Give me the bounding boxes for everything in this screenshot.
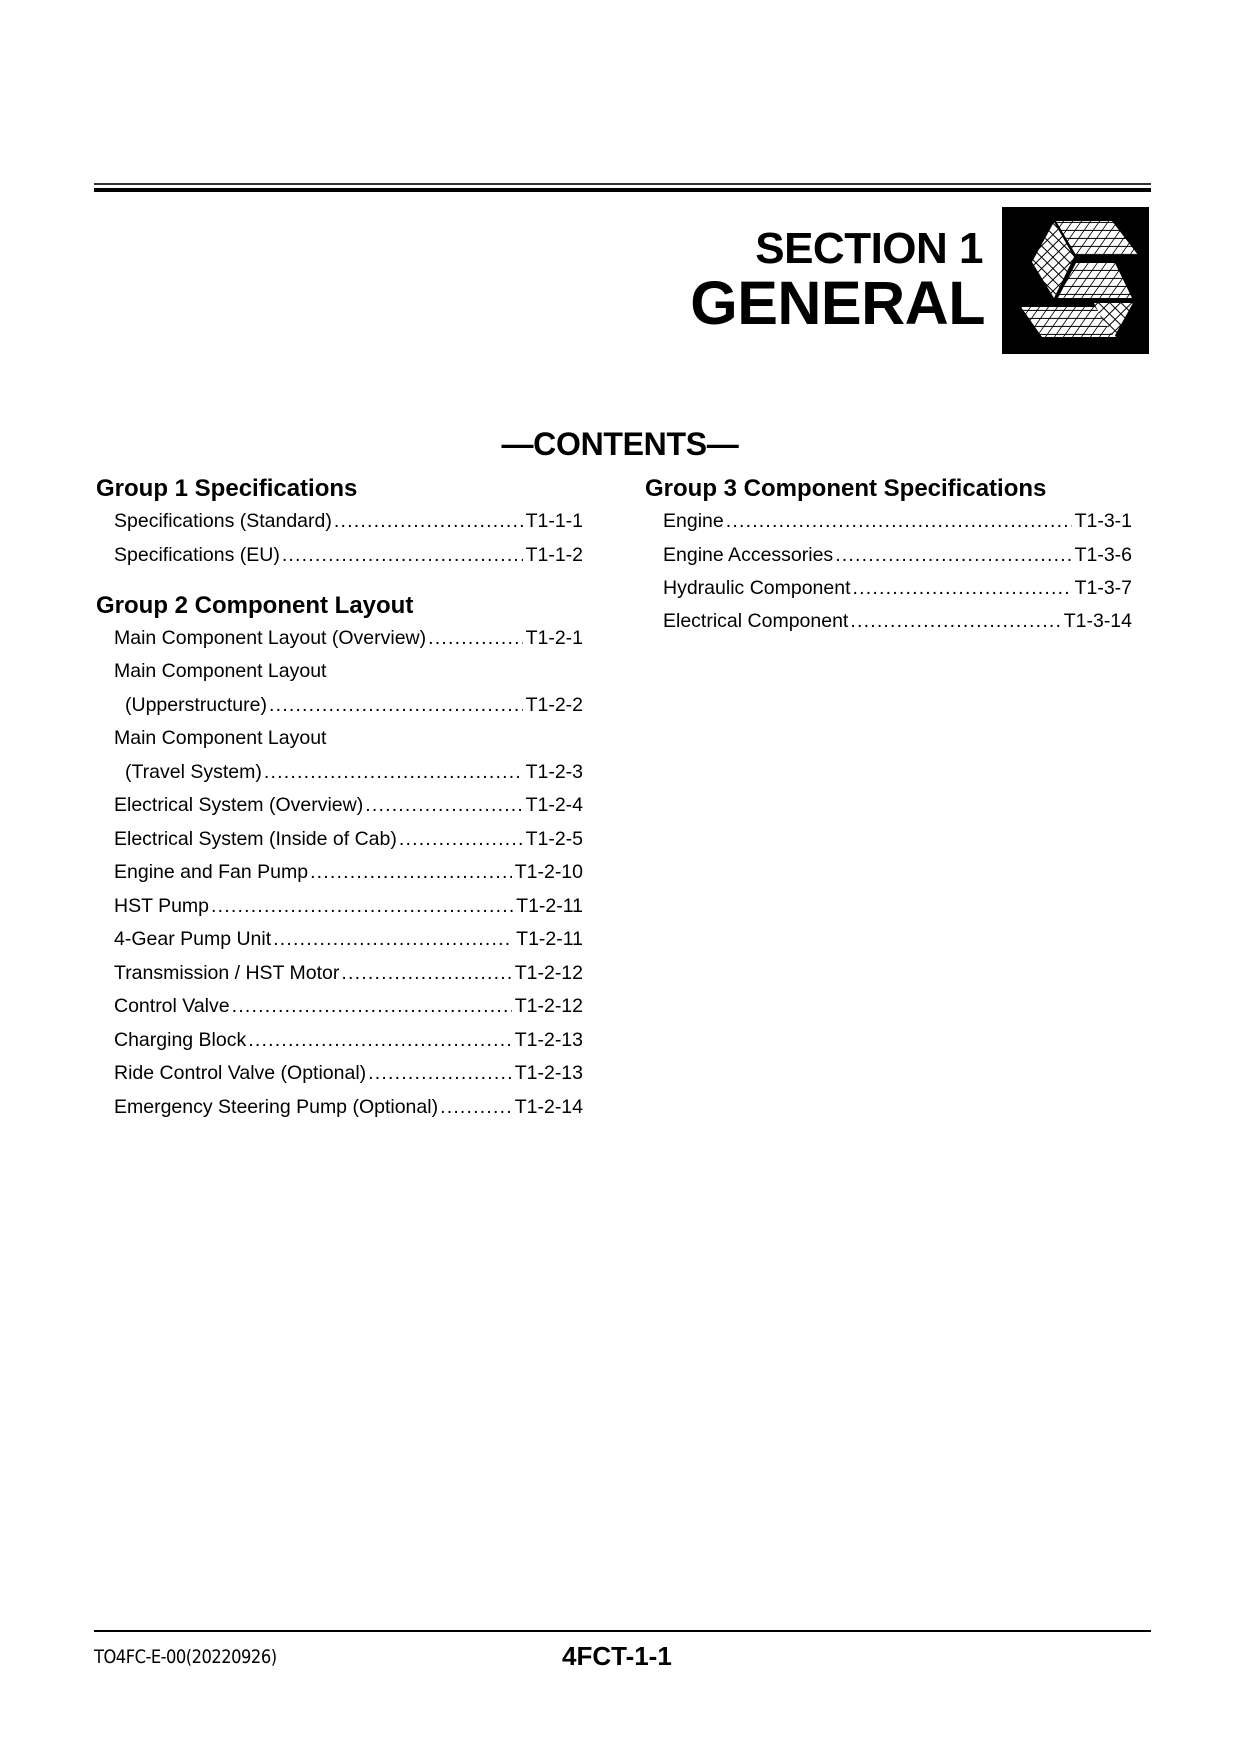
footer-document-code: TO4FC-E-00(20220926) bbox=[94, 1646, 277, 1668]
toc-entry-page: T1-2-2 bbox=[525, 694, 583, 716]
leader-dots bbox=[365, 791, 522, 819]
leader-dots bbox=[282, 541, 523, 569]
toc-entry[interactable] bbox=[114, 1093, 583, 1121]
leader-dots bbox=[835, 541, 1071, 569]
toc-left-column bbox=[96, 0, 583, 1200]
toc-entry[interactable] bbox=[114, 992, 583, 1020]
group-heading-3: Group 3 Component Specifications bbox=[645, 475, 1047, 502]
leader-dots bbox=[248, 1026, 511, 1054]
toc-entry-page: T1-1-1 bbox=[525, 510, 583, 532]
toc-entry[interactable] bbox=[114, 858, 583, 886]
toc-entry[interactable] bbox=[114, 925, 583, 953]
toc-entry-page: T1-2-12 bbox=[514, 962, 583, 984]
leader-dots bbox=[440, 1093, 512, 1121]
toc-entry-label: Specifications (Standard) bbox=[114, 510, 332, 532]
toc-entry[interactable] bbox=[114, 1026, 583, 1054]
toc-entry-page: T1-2-3 bbox=[525, 761, 583, 783]
leader-dots bbox=[334, 507, 523, 535]
toc-entry-page: T1-3-6 bbox=[1074, 544, 1132, 566]
toc-entry-label: Main Component Layout bbox=[114, 660, 327, 682]
toc-entry-page: T1-2-14 bbox=[514, 1096, 583, 1118]
group-heading-1: Group 1 Specifications bbox=[96, 475, 358, 502]
leader-dots bbox=[264, 758, 523, 786]
toc-entry-label: Specifications (EU) bbox=[114, 544, 280, 566]
toc-entry[interactable] bbox=[663, 607, 1132, 635]
toc-entry-label: Electrical Component bbox=[663, 610, 849, 632]
toc-entry-label-cont: (Upperstructure) bbox=[125, 694, 267, 716]
toc-entry-page: T1-2-13 bbox=[514, 1029, 583, 1051]
leader-dots bbox=[853, 574, 1072, 602]
leader-dots bbox=[310, 858, 512, 886]
toc-entry-continuation[interactable] bbox=[125, 691, 583, 719]
toc-entry-page: T1-2-13 bbox=[514, 1062, 583, 1084]
toc-entry[interactable] bbox=[114, 507, 583, 535]
toc-entry[interactable] bbox=[114, 892, 583, 920]
leader-dots bbox=[211, 892, 513, 920]
toc-entry[interactable] bbox=[663, 574, 1132, 602]
toc-entry-page: T1-2-11 bbox=[516, 928, 583, 950]
toc-entry-label: Control Valve bbox=[114, 995, 230, 1017]
toc-entry-label: Hydraulic Component bbox=[663, 577, 851, 599]
toc-entry-page: T1-3-14 bbox=[1063, 610, 1132, 632]
section-label: SECTION 1 bbox=[755, 224, 983, 273]
leader-dots bbox=[726, 507, 1072, 535]
toc-entry-label: Transmission / HST Motor bbox=[114, 962, 340, 984]
toc-entry-first-line[interactable] bbox=[114, 657, 583, 685]
toc-entry-label: Electrical System (Inside of Cab) bbox=[114, 828, 397, 850]
footer-page-number: 4FCT-1-1 bbox=[562, 1641, 672, 1671]
toc-entry-label: 4-Gear Pump Unit bbox=[114, 928, 272, 950]
group-heading-2: Group 2 Component Layout bbox=[96, 592, 414, 619]
toc-entry-page: T1-2-1 bbox=[525, 627, 583, 649]
leader-dots bbox=[232, 992, 512, 1020]
leader-dots bbox=[850, 607, 1060, 635]
toc-entry-label: Engine Accessories bbox=[663, 544, 834, 566]
toc-entry-continuation[interactable] bbox=[125, 758, 583, 786]
toc-entry-label: Charging Block bbox=[114, 1029, 247, 1051]
toc-entry-label: HST Pump bbox=[114, 895, 210, 917]
leader-dots bbox=[368, 1059, 512, 1087]
toc-entry-label: Electrical System (Overview) bbox=[114, 794, 364, 816]
toc-entry[interactable] bbox=[663, 507, 1132, 535]
toc-entry-page: T1-1-2 bbox=[525, 544, 583, 566]
toc-entry-page: T1-2-4 bbox=[525, 794, 583, 816]
toc-entry-label: Main Component Layout (Overview) bbox=[114, 627, 427, 649]
contents-heading-text: —CONTENTS— bbox=[501, 426, 739, 462]
toc-entry-label: Ride Control Valve (Optional) bbox=[114, 1062, 367, 1084]
section-title: GENERAL bbox=[690, 269, 985, 337]
toc-entry[interactable] bbox=[114, 791, 583, 819]
leader-dots bbox=[399, 825, 523, 853]
footer-rule bbox=[94, 1630, 1151, 1632]
toc-entry-label: Engine bbox=[663, 510, 724, 532]
toc-entry[interactable] bbox=[114, 825, 583, 853]
toc-entry[interactable] bbox=[663, 541, 1132, 569]
toc-entry-first-line[interactable] bbox=[114, 724, 583, 752]
toc-entry-page: T1-2-5 bbox=[525, 828, 583, 850]
leader-dots bbox=[428, 624, 522, 652]
leader-dots bbox=[341, 959, 511, 987]
toc-entry-page: T1-3-7 bbox=[1074, 577, 1132, 599]
toc-entry-label-cont: (Travel System) bbox=[125, 761, 262, 783]
toc-entry-label: Main Component Layout bbox=[114, 727, 327, 749]
leader-dots bbox=[269, 691, 523, 719]
toc-entry[interactable] bbox=[114, 541, 583, 569]
toc-entry-page: T1-3-1 bbox=[1074, 510, 1132, 532]
toc-right-column bbox=[645, 0, 1132, 700]
toc-entry-page: T1-2-10 bbox=[514, 861, 583, 883]
toc-entry-page: T1-2-12 bbox=[514, 995, 583, 1017]
leader-dots bbox=[273, 925, 513, 953]
toc-entry[interactable] bbox=[114, 959, 583, 987]
toc-entry-label: Engine and Fan Pump bbox=[114, 861, 309, 883]
toc-entry-label: Emergency Steering Pump (Optional) bbox=[114, 1096, 439, 1118]
toc-entry[interactable] bbox=[114, 1059, 583, 1087]
toc-entry-page: T1-2-11 bbox=[516, 895, 583, 917]
toc-entry[interactable] bbox=[114, 624, 583, 652]
